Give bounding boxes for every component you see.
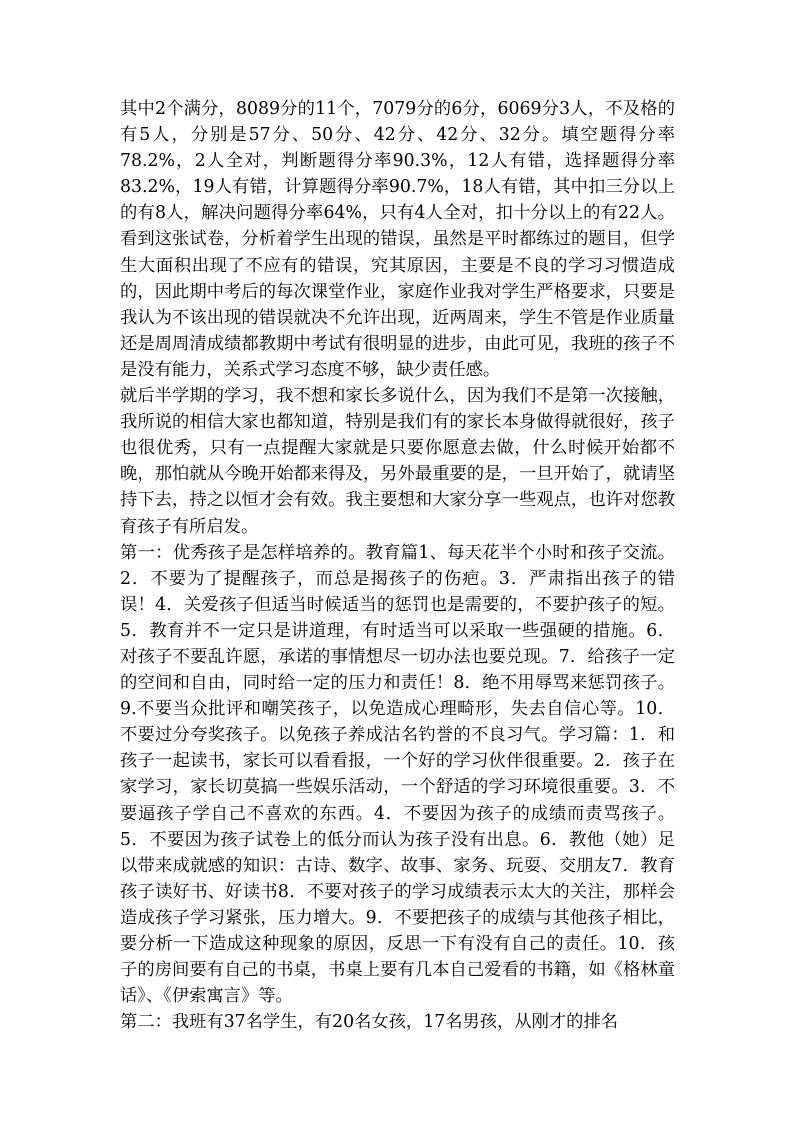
document-body <box>120 96 675 1035</box>
paragraph-first-point: 第一：优秀孩子是怎样培养的。教育篇1、每天花半个小时和孩子交流。2．不要为了提醒孩子，而总是揭孩子的伤疤。3．严肃指出孩子的错误！4．关爱孩子但适当时候适当的惩罚也是需要的，不要护孩子的短。5．教育并不一定只是讲道理，有时适当可以采取一些强硬的措施。6．对孩子不要乱许愿，承诺的事情想尽一切办法也要兑现。7．给孩子一定的空间和自由，同时给一定的压力和责任！8．绝不用辱骂来惩罚孩子。9.不要当众批评和嘲笑孩子，以免造成心理畸形，失去自信心等。10．不要过分夸奖孩子。以免孩子养成沽名钓誉的不良习气。学习篇：1．和孩子一起读书，家长可以看看报，一个好的学习伙伴很重要。2．孩子在家学习，家长切莫搞一些娱乐活动，一个舒适的学习环境很重要。3．不要逼孩子学自己不喜欢的东西。4．不要因为孩子的成绩而责骂孩子。5．不要因为孩子试卷上的低分而认为孩子没有出息。6．教他（她）足以带来成就感的知识：古诗、数字、故事、家务、玩耍、交朋友7．教育孩子读好书、好读书8．不要对孩子的学习成绩表示太大的关注，那样会造成孩子学习紧张，压力增大。9．不要把孩子的成绩与其他孩子相比，要分析一下造成这种现象的原因，反思一下有没有自己的责任。10．孩子的房间要有自己的书桌，书桌上要有几本自己爱看的书籍，如《格林童话》、《伊索寓言》等。 <box>120 542 675 1007</box>
paragraph-second-point: 第二：我班有37名学生，有20名女孩，17名男孩，从刚才的排名 <box>120 1012 619 1033</box>
paragraph-exam-analysis: 其中2个满分，8089分的11个，7079分的6分，6069分3人，不及格的有5人，分别是57分、50分、42分、42分、32分。填空题得分率78.2%，2人全对，判断题得分率90.3%，12人有错，选择题得分率83.2%，19人有错，计算题得分率90.7%，18人有错，其中扣三分以上的有8人，解决问题得分率64%，只有4人全对，扣十分以上的有22人。看到这张试卷，分析着学生出现的错误，虽然是平时都练过的题目，但学生大面积出现了不应有的错误，究其原因，主要是不良的学习习惯造成的，因此期中考后的每次课堂作业，家庭作业我对学生严格要求，只要是我认为不该出现的错误就决不允许出现，近两周来，学生不管是作业质量还是周周清成绩都教期中考试有很明显的进步，由此可见，我班的孩子不是没有能力，关系式学习态度不够，缺少责任感。 <box>120 99 675 380</box>
paragraph-second-half-semester: 就后半学期的学习，我不想和家长多说什么，因为我们不是第一次接触，我所说的相信大家也都知道，特别是我们有的家长本身做得就很好，孩子也很优秀，只有一点提醒大家就是只要你愿意去做，什么时候开始都不晚，那怕就从今晚开始都来得及，另外最重要的是，一旦开始了，就请坚持下去，持之以恒才会有效。我主要想和大家分享一些观点，也许对您教育孩子有所启发。 <box>120 386 675 537</box>
